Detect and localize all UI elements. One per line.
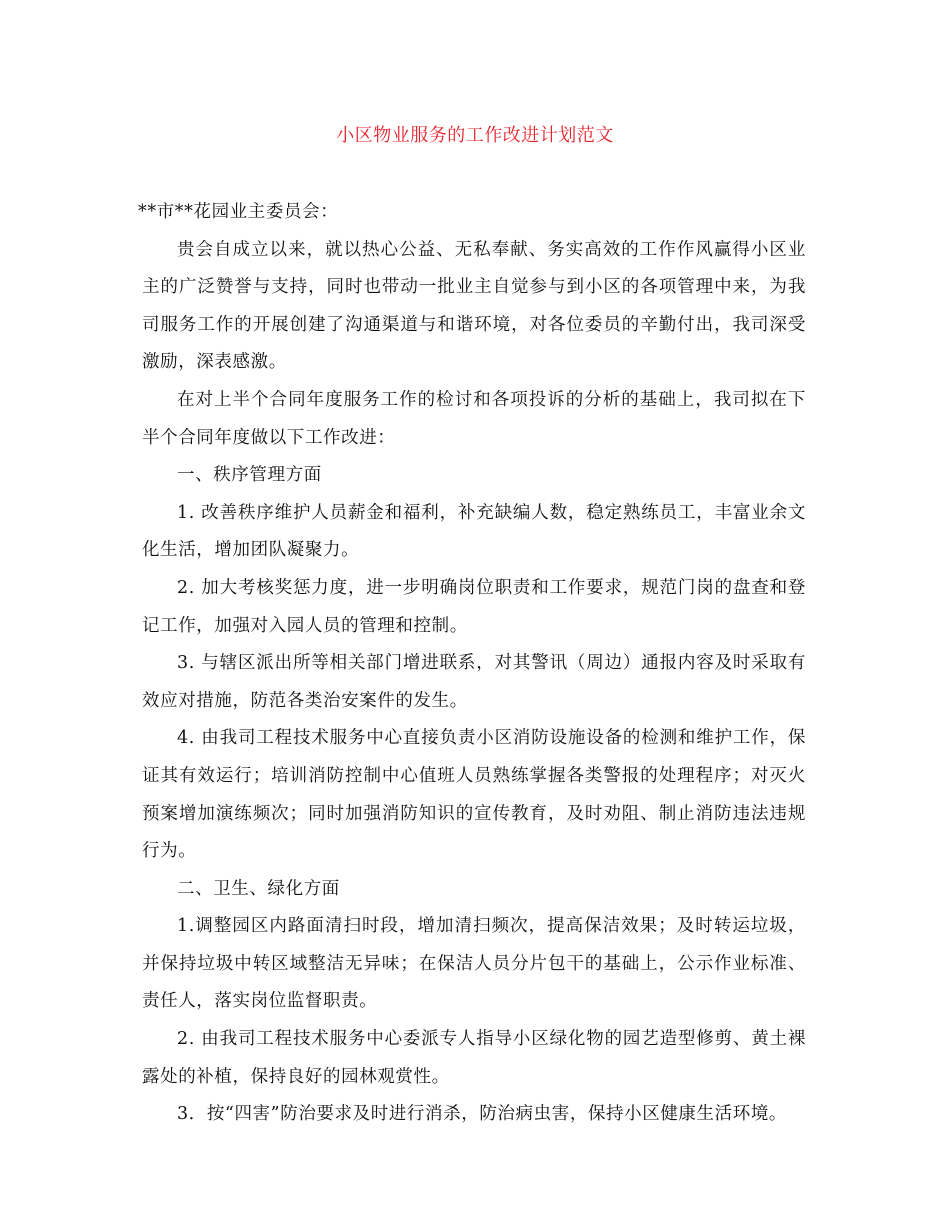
order-item-4: 4. 由我司工程技术服务中心直接负责小区消防设施设备的检测和维护工作，保证其有效运行；培训消防控制中心值班人员熟练掌握各类警报的处理程序；对灭火预案增加演练频次；同时加强消防知识的宣传教育，及时劝阻、制止消防违法违规行为。: [142, 728, 806, 862]
salutation: **市**花园业主委员会：: [138, 202, 339, 222]
section-heading-sanitation-greening: 二、卫生、绿化方面: [177, 878, 340, 899]
sanitation-item-1: 1.调整园区内路面清扫时段，增加清扫频次，提高保洁效果；及时转运垃圾，并保持垃圾中转区域整洁无异味；在保洁人员分片包干的基础上，公示作业标准、责任人，落实岗位监督职责。: [142, 916, 806, 1012]
paragraph-plan-statement: 在对上半个合同年度服务工作的检讨和各项投诉的分析的基础上，我司拟在下半个合同年度做以下工作改进：: [142, 389, 806, 448]
sanitation-item-2: 2. 由我司工程技术服务中心委派专人指导小区绿化物的园艺造型修剪、黄土裸露处的补植，保持良好的园林观赏性。: [142, 1029, 806, 1087]
paragraph-intro: 贵会自成立以来，就以热心公益、无私奉献、务实高效的工作作风赢得小区业主的广泛赞誉与支持，同时也带动一批业主自觉参与到小区的各项管理中来，为我司服务工作的开展创建了沟通渠道与和谐环境，对各位委员的辛勤付出，我司深受激励，深表感激。: [142, 239, 806, 373]
order-item-2: 2. 加大考核奖惩力度，进一步明确岗位职责和工作要求，规范门岗的盘查和登记工作，加强对入园人员的管理和控制。: [142, 577, 806, 636]
sanitation-item-3: 3．按“四害”防治要求及时进行消杀，防治病虫害，保持小区健康生活环境。: [177, 1104, 788, 1125]
document-title: 小区物业服务的工作改进计划范文: [336, 125, 614, 146]
section-heading-order-management: 一、秩序管理方面: [177, 465, 322, 486]
order-item-3: 3. 与辖区派出所等相关部门增进联系，对其警讯（周边）通报内容及时采取有效应对措施，防范各类治安案件的发生。: [142, 653, 806, 711]
order-item-1: 1. 改善秩序维护人员薪金和福利，补充缺编人数，稳定熟练员工，丰富业余文化生活，增加团队凝聚力。: [142, 502, 806, 561]
document-body: [138, 194, 806, 1134]
